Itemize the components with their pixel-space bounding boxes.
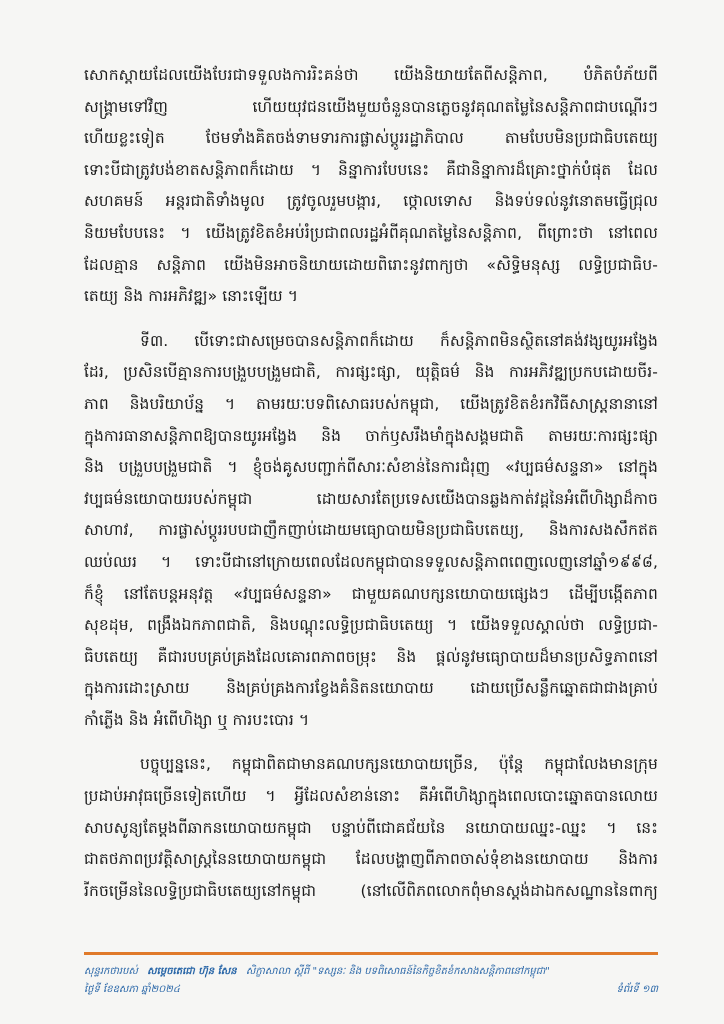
footer-prefix: សុន្ទរកថារបស់: [84, 966, 138, 977]
paragraph-2: [84, 326, 658, 737]
text-line: ក៏ខ្ញុំ នៅតែបន្តអនុវត្ត «វប្បធម៌សន្ទនា» ជាមួយគណបក្សនយោបាយផ្សេងៗ ដើម្បីបង្កើតភាព: [84, 584, 658, 603]
text-line: រីកចម្រើននៃលទ្ធិប្រជាធិបតេយ្យនៅកម្ពុជា (នៅលើពិភពលោកពុំមានស្តង់ដាឯកសណ្ឋាននៃពាក្យ: [84, 881, 658, 900]
footer-row-2: [84, 981, 658, 999]
text-line: និយមបែបនេះ ។ យើងត្រូវខិតខំអប់រំប្រជាពលរដ្ឋអំពីគុណតម្លៃនៃសន្តិភាព, ពីព្រោះថា នៅពេល: [84, 223, 658, 242]
text-line: សោកស្ដាយដែលយើងបែរជាទទួលងការរិះគន់ថា យើងនិយាយតែពីសន្តិភាព, បំភិតបំភ័យពី: [84, 66, 658, 84]
text-line: ហើយខ្លះទៀត ថែមទាំងគិតចង់ទាមទារការផ្លាស់ប្ដូររដ្ឋាភិបាល តាមបែបមិនប្រជាធិបតេយ្យ: [84, 129, 658, 148]
text-line: សាបសូន្យតែម្ដងពីឆាកនយោបាយកម្ពុជា បន្ទាប់ពីជោគជ័យនៃ នយោបាយឈ្នះ-ឈ្នះ ។ នេះ: [84, 818, 658, 837]
text-line: សហគមន៍ អន្តរជាតិទាំងមូល ត្រូវចូលរួមបង្ការ, ថ្កោលទោស និងទប់ទល់នូវនោតមធ្វើជ្រុល: [84, 192, 658, 211]
footer-speaker: សម្ដេចតេជោ ហ៊ុន សែន: [147, 966, 237, 977]
paragraph-1: [84, 60, 658, 313]
text-line: សាហាវ, ការផ្លាស់ប្ដូររបបជាញឹកញាប់ដោយមធ្យោបាយមិនប្រជាធិបតេយ្យ, និងការសងសឹកឥត: [84, 521, 658, 540]
text-line: ក្នុងការដោះស្រាយ និងគ្រប់គ្រងការខ្វែងគំនិតនយោបាយ ដោយប្រើសន្លឹកឆ្នោតជាជាងគ្រាប់: [84, 679, 658, 698]
text-line: ទោះបីជាត្រូវបង់ខាតសន្តិភាពក៏ដោយ ។ និន្នាការបែបនេះ គឺជានិន្នាការដ៏គ្រោះថ្នាក់បំផុត ដែល: [84, 160, 658, 179]
text-line: ក្នុងការធានាសន្តិភាពឱ្យបានយូរអង្វែង និង ចាក់ឫសរឹងមាំក្នុងសង្គមជាតិ តាមរយៈការផ្សះផ្សា: [84, 426, 658, 445]
page-number: ទំព័រទី ១៣: [616, 984, 658, 995]
text-line: សុខដុម, ពង្រឹងឯកភាពជាតិ, និងបណ្ដុះលទ្ធិប្រជាធិបតេយ្យ ។ យើងទទួលស្គាល់ថា លទ្ធិប្រជា-: [84, 616, 658, 635]
text-line: ភាព និងបរិយាប័ន្ន ។ តាមរយៈបទពិសោធរបស់កម្ពុជា, យើងត្រូវខិតខំរកវិធីសាស្ត្រនានានៅ: [84, 394, 658, 413]
text-line: កាំភ្លើង និង អំពើហិង្សា ឬ ការបះបោរ ។: [84, 710, 310, 729]
text-line: ឈប់ឈរ ។ ទោះបីជានៅក្រោយពេលដែលកម្ពុជាបានទទួលសន្តិភាពពេញលេញនៅឆ្នាំ១៩៩៨,: [84, 552, 658, 571]
text-line: ដែលគ្មាន សន្តិភាព យើងមិនអាចនិយាយដោយពិរោះនូវពាក្យថា «សិទ្ធិមនុស្ស លទ្ធិប្រជាធិប-: [84, 255, 658, 274]
text-line: ប្រដាប់អាវុធច្រើនទៀតហើយ ។ អ្វីដែលសំខាន់នោះ គឺអំពើហិង្សាក្នុងពេលបោះឆ្នោតបានលោយ: [84, 787, 658, 806]
text-line: ទី៣. បើទោះជាសម្រេចបានសន្តិភាពក៏ដោយ ក៏សន្តិភាពមិនស្ថិតនៅគង់វង្សយូរអង្វែង: [140, 331, 658, 350]
footer-date: ថ្ងៃទី ខែឧសភា ឆ្នាំ២០២៤: [84, 984, 180, 995]
footer-event: សិក្ខាសាលា ស្ដីពី "ទស្សនៈ និង បទពិសោធន៍នៃកិច្ចខិតខំកសាងសន្តិភាពនៅកម្ពុជា": [245, 966, 550, 977]
text-line: ជាតថភាពប្រវត្តិសាស្ត្រនៃនយោបាយកម្ពុជា ដែលបង្ហាញពីភាពចាស់ទុំខាងនយោបាយ និងការ: [84, 850, 658, 869]
text-line: និង បង្រួបបង្រួមជាតិ ។ ខ្ញុំចង់គូសបញ្ជាក់ពីសារៈសំខាន់នៃការជំរុញ «វប្បធម៌សន្ទនា» នៅក្នុង: [84, 458, 658, 477]
page-footer: [84, 952, 658, 999]
text-line: សង្គ្រាមទៅវិញ ហើយយុវជនយើងមួយចំនួនបានភ្លេចនូវគុណតម្លៃនៃសន្តិភាពជាបណ្ដើរៗ: [84, 97, 658, 116]
text-line: ធិបតេយ្យ គឺជារបបគ្រប់គ្រងដែលគោរពភាពចម្រុះ និង ផ្ដល់នូវមធ្យោបាយដ៏មានប្រសិទ្ធភាពនៅ: [84, 647, 658, 666]
text-line: បច្ចុប្បន្ននេះ, កម្ពុជាពិតជាមានគណបក្សនយោបាយច្រើន, ប៉ុន្តែ កម្ពុជាលែងមានក្រុម: [140, 755, 658, 774]
text-line: ដែរ, ប្រសិនបើគ្មានការបង្រួបបង្រួមជាតិ, ការផ្សះផ្សា, យុត្តិធម៌ និង ការអភិវឌ្ឍប្រកបដោយចីរ-: [84, 363, 658, 382]
body-text: [84, 60, 658, 920]
footer-source: [84, 963, 556, 981]
footer-row-1: [84, 963, 658, 981]
text-line: វប្បធម៌នយោបាយរបស់កម្ពុជា ដោយសារតែប្រទេសយើងបានឆ្លងកាត់វដ្តនៃអំពើហិង្សាដ៏កាច: [84, 489, 658, 508]
text-line: តេយ្យ និង ការអភិវឌ្ឍ» នោះឡើយ ។: [84, 287, 299, 306]
paragraph-3: [84, 749, 658, 907]
footer-divider: [84, 952, 658, 955]
